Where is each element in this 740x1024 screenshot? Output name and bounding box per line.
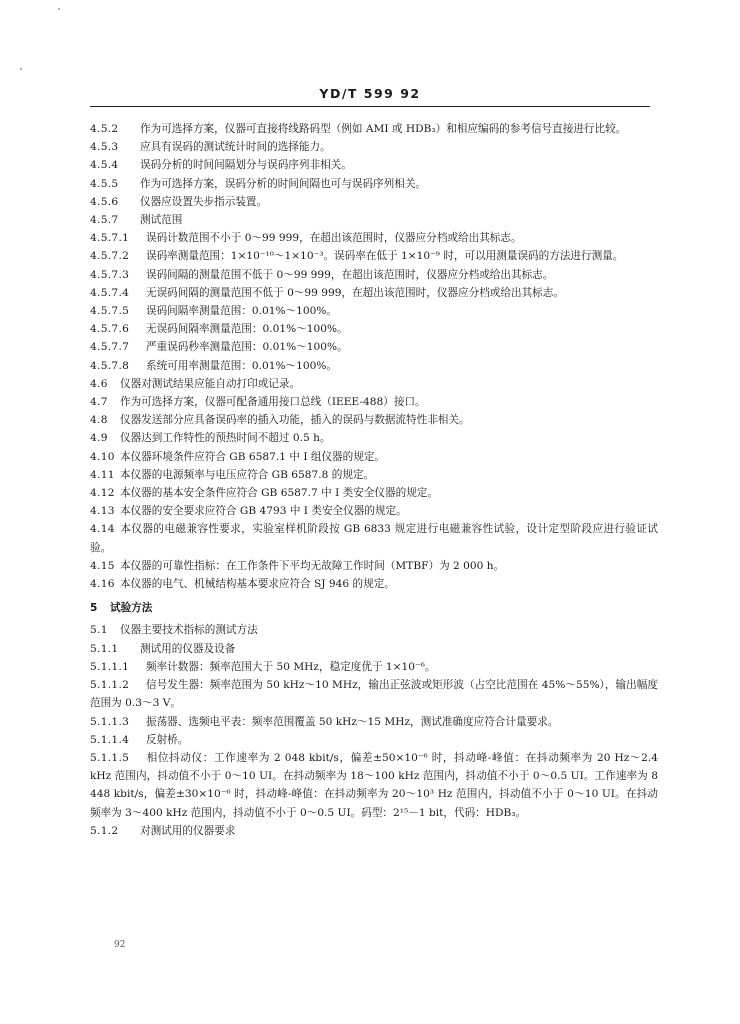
clause-number: 4.5.7.5 [90,305,130,318]
clause-text: 测试用的仪器及设备 [140,642,236,655]
clause-paragraph [90,658,658,676]
clause-text: 误码间隔率测量范围：0.01%～100%。 [146,305,338,318]
clause-number: 4.14 [90,523,115,536]
clause-text: 试验方法 [110,602,153,615]
clause-number: 5.1.1.4 [90,733,130,746]
clause-text: 本仪器的电磁兼容性要求，实验室样机阶段按 GB 6833 规定进行电磁兼容性试验，设计定型阶段应进行验证试验。 [90,523,658,554]
clause-text: 本仪器环境条件应符合 GB 6587.1 中 Ⅰ 组仪器的规定。 [120,450,386,463]
clause-paragraph [90,822,658,840]
clause-text: 作为可选择方案，仪器可配备通用接口总线（IEEE-488）接口。 [120,396,426,409]
clause-text: 本仪器的安全要求应符合 GB 4793 中 Ⅰ 类安全仪器的规定。 [120,505,407,518]
clause-number: 4.11 [90,468,115,481]
clause-number: 4.16 [90,578,115,591]
clause-paragraph [90,320,658,338]
document-body [90,120,658,840]
clause-text: 误码率测量范围：1×10⁻¹⁰～1×10⁻³。误码率在低于 1×10⁻⁹ 时，可以用测量误码的方法进行测量。 [146,250,624,263]
clause-paragraph [90,731,658,749]
clause-text: 振荡器、选频电平表：频率范围覆盖 50 kHz～15 MHz，测试准确度应符合计量要求。 [146,715,559,728]
clause-paragraph [90,448,658,466]
clause-number: 4.8 [90,414,108,427]
clause-paragraph [90,484,658,502]
clause-text: 本仪器的可靠性指标：在工作条件下平均无故障工作时间（MTBF）为 2 000 h。 [120,559,505,572]
clause-paragraph [90,138,658,156]
clause-paragraph [90,193,658,211]
clause-paragraph [90,338,658,356]
clause-paragraph [90,713,658,731]
clause-number: 4.5.6 [90,195,119,208]
clause-paragraph [90,557,658,575]
clause-number: 5.1.1.1 [90,660,130,673]
clause-number: 5.1.2 [90,824,119,837]
scan-speck [20,68,22,70]
clause-text: 无误码间隔的测量范围不低于 0～99 999，在超出该范围时，仪器应分档或给出其标志。 [146,286,564,299]
clause-paragraph [90,676,658,712]
clause-text: 本仪器的电气、机械结构基本要求应符合 SJ 946 的规定。 [120,578,395,591]
section-heading [90,599,658,617]
clause-paragraph [90,247,658,265]
clause-number: 4.5.2 [90,123,119,135]
clause-text: 仪器达到工作特性的预热时间不超过 0.5 h。 [120,432,331,445]
clause-text: 相位抖动仪：工作速率为 2 048 kbit/s，偏差±50×10⁻⁶ 时，抖动峰-峰值：在抖动频率为 20 Hz～2.4 kHz 范围内，抖动值不小于 0～10 UI。在抖动频率为 18～100 kHz 范围内，抖动值不小于 0～0.5 UI。工作速率为 8 448 kbit/s，偏差±30×10⁻⁶ 时，抖动峰-峰值：在抖动频率为 20～10³ Hz 范围内，抖动值不小于 0～10 UI。在抖动频率为 3～400 kHz 范围内，抖动值不小于 0～0.5 UI。码型：2¹⁵－1 bit，代码：HDB₃。 [90,751,658,819]
clause-number: 4.12 [90,487,115,500]
clause-text: 严重误码秒率测量范围：0.01%～100%。 [146,341,348,354]
clause-paragraph [90,375,658,393]
clause-number: 5.1.1.5 [90,751,130,764]
clause-number: 4.5.3 [90,141,119,154]
clause-number: 5.1.1.2 [90,679,130,692]
clause-paragraph [90,749,658,822]
clause-paragraph [90,266,658,284]
clause-number: 4.15 [90,559,115,572]
clause-text: 应具有误码的测试统计时间的选择能力。 [140,141,331,154]
clause-paragraph [90,120,658,138]
clause-paragraph [90,156,658,174]
clause-text: 作为可选择方案，仪器可直接将线路码型（例如 AMI 或 HDB₃）和相应编码的参考信号直接进行比较。 [140,123,627,135]
clause-text: 反射桥。 [146,733,189,746]
clause-number: 4.5.7.1 [90,232,130,245]
clause-paragraph [90,175,658,193]
clause-paragraph [90,520,658,556]
clause-number: 4.5.7.6 [90,323,130,336]
clause-text: 本仪器的基本安全条件应符合 GB 6587.7 中 Ⅰ 类安全仪器的规定。 [120,487,438,500]
clause-number: 4.5.7.7 [90,341,130,354]
page-number: 92 [114,940,126,950]
clause-number: 4.5.7.8 [90,359,130,372]
clause-text: 误码间隔的测量范围不低于 0～99 999，在超出该范围时，仪器应分档或给出其标志。 [146,268,554,281]
clause-paragraph [90,502,658,520]
clause-number: 4.5.7.4 [90,286,130,299]
clause-text: 无误码间隔率测量范围：0.01%～100%。 [146,323,348,336]
clause-text: 作为可选择方案，误码分析的时间间隔也可与误码序列相关。 [140,177,427,190]
clause-text: 仪器应设置失步指示装置。 [140,195,268,208]
clause-paragraph [90,302,658,320]
clause-number: 4.5.5 [90,177,119,190]
header-rule [90,106,650,107]
clause-paragraph [90,621,658,639]
clause-number: 4.6 [90,377,108,390]
clause-number: 4.13 [90,505,115,518]
clause-text: 信号发生器：频率范围为 50 kHz～10 MHz，输出正弦波或矩形波（占空比范围在 45%～55%），输出幅度范围为 0.3～3 V。 [90,679,658,710]
clause-paragraph [90,393,658,411]
clause-number: 4.9 [90,432,108,445]
clause-text: 仪器主要技术指标的测试方法 [120,624,258,637]
standard-code-header: YD/T 599 92 [319,86,421,101]
clause-number: 5 [90,602,98,615]
clause-paragraph [90,357,658,375]
clause-number: 4.5.7.2 [90,250,130,263]
clause-text: 频率计数器：频率范围大于 50 MHz，稳定度优于 1×10⁻⁶。 [146,660,436,673]
clause-paragraph [90,466,658,484]
clause-number: 5.1.1.3 [90,715,130,728]
clause-number: 4.5.7.3 [90,268,130,281]
clause-paragraph [90,640,658,658]
clause-text: 对测试用的仪器要求 [140,824,236,837]
clause-number: 4.5.4 [90,159,119,172]
clause-text: 本仪器的电源频率与电压应符合 GB 6587.8 的规定。 [120,468,375,481]
clause-paragraph [90,429,658,447]
clause-paragraph [90,575,658,593]
clause-text: 仪器对测试结果应能自动打印或记录。 [120,377,301,390]
scan-speck [58,8,60,10]
clause-text: 测试范围 [140,214,183,227]
clause-number: 5.1 [90,624,108,637]
clause-text: 误码计数范围不小于 0～99 999，在超出该范围时，仪器应分档或给出其标志。 [146,232,522,245]
clause-number: 4.7 [90,396,108,409]
clause-paragraph [90,229,658,247]
clause-paragraph [90,411,658,429]
clause-number: 4.5.7 [90,214,119,227]
clause-number: 4.10 [90,450,115,463]
clause-paragraph [90,284,658,302]
clause-number: 5.1.1 [90,642,119,655]
clause-text: 系统可用率测量范围：0.01%～100%。 [146,359,338,372]
clause-paragraph [90,211,658,229]
clause-text: 仪器发送部分应具备误码率的插入功能，插入的误码与数据流特性非相关。 [120,414,470,427]
clause-text: 误码分析的时间间隔划分与误码序列非相关。 [140,159,352,172]
